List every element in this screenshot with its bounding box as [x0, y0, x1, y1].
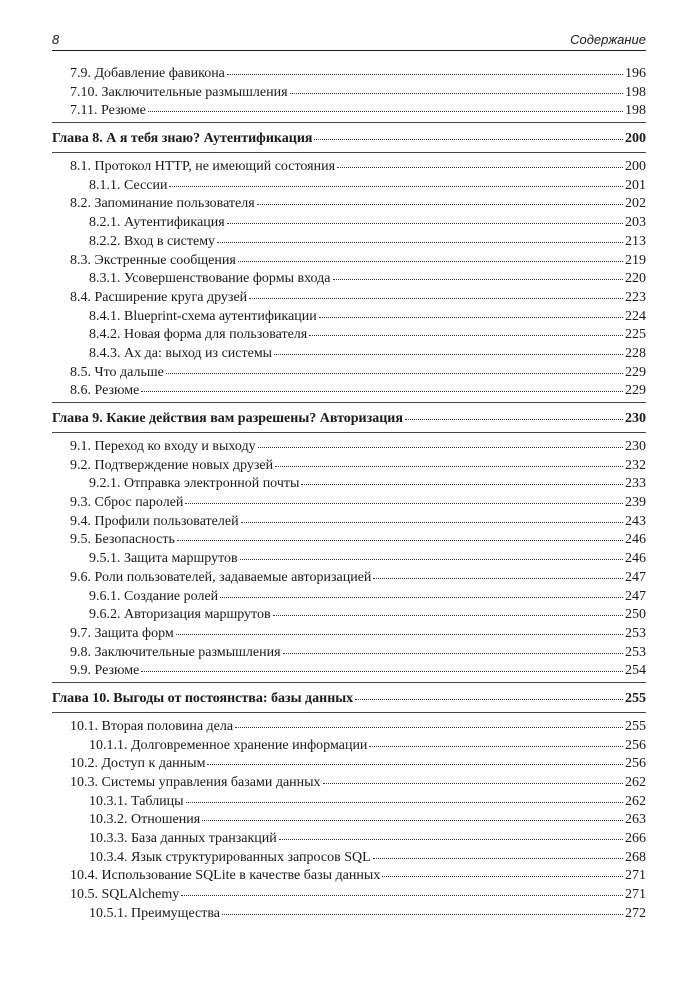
- toc-entry[interactable]: 8.4.1. Blueprint-схема аутентификации 224: [52, 307, 646, 326]
- toc-entry[interactable]: 10.3. Системы управления базами данных 262: [52, 773, 646, 792]
- toc-entry[interactable]: 8.2.2. Вход в систему 213: [52, 232, 646, 251]
- toc-entry[interactable]: 9.5.1. Защита маршрутов 246: [52, 549, 646, 568]
- toc-entry[interactable]: 8.1.1. Сессии 201: [52, 176, 646, 195]
- toc-entry[interactable]: 8.5. Что дальше 229: [52, 363, 646, 382]
- toc-entry[interactable]: 9.6.1. Создание ролей 247: [52, 587, 646, 606]
- toc-entry[interactable]: 10.3.1. Таблицы 262: [52, 792, 646, 811]
- toc-entry[interactable]: 10.3.2. Отношения 263: [52, 810, 646, 829]
- toc-entry[interactable]: 9.5. Безопасность 246: [52, 530, 646, 549]
- running-title: Содержание: [570, 32, 646, 47]
- toc-entry[interactable]: 10.3.3. База данных транзакций 266: [52, 829, 646, 848]
- toc-entry[interactable]: 8.3. Экстренные сообщения 219: [52, 251, 646, 270]
- chapter-heading: [52, 682, 646, 713]
- toc-entry[interactable]: 10.4. Использование SQLite в качестве базы данных 271: [52, 866, 646, 885]
- toc-entry[interactable]: 9.8. Заключительные размышления 253: [52, 643, 646, 662]
- toc-entry[interactable]: 10.3.4. Язык структурированных запросов SQL 268: [52, 848, 646, 867]
- table-of-contents: [52, 64, 646, 923]
- chapter-heading: [52, 122, 646, 153]
- toc-entry[interactable]: 9.2.1. Отправка электронной почты 233: [52, 474, 646, 493]
- toc-entry[interactable]: 8.2. Запоминание пользователя 202: [52, 194, 646, 213]
- toc-entry[interactable]: 9.4. Профили пользователей 243: [52, 512, 646, 531]
- toc-entry[interactable]: 10.5. SQLAlchemy 271: [52, 885, 646, 904]
- chapter-10-title[interactable]: Глава 10. Выгоды от постоянства: базы данных 255: [52, 689, 646, 707]
- toc-entry[interactable]: 8.1. Протокол HTTP, не имеющий состояния 200: [52, 157, 646, 176]
- toc-entry[interactable]: 7.10. Заключительные размышления 198: [52, 83, 646, 102]
- page-header: [52, 30, 646, 51]
- chapter-9-title[interactable]: Глава 9. Какие действия вам разрешены? Авторизация 230: [52, 409, 646, 427]
- toc-entry[interactable]: 10.1. Вторая половина дела 255: [52, 717, 646, 736]
- chapter-heading: [52, 402, 646, 433]
- toc-entry[interactable]: 7.9. Добавление фавикона 196: [52, 64, 646, 83]
- toc-entry[interactable]: 8.3.1. Усовершенствование формы входа 220: [52, 269, 646, 288]
- chapter-8-title[interactable]: Глава 8. А я тебя знаю? Аутентификация 200: [52, 129, 646, 147]
- toc-entry[interactable]: 10.1.1. Долговременное хранение информации 256: [52, 736, 646, 755]
- toc-entry[interactable]: 8.4.3. Ах да: выход из системы 228: [52, 344, 646, 363]
- toc-entry[interactable]: 7.11. Резюме 198: [52, 101, 646, 120]
- toc-entry[interactable]: 8.4. Расширение круга друзей 223: [52, 288, 646, 307]
- toc-entry[interactable]: 9.3. Сброс паролей 239: [52, 493, 646, 512]
- page-number: 8: [52, 32, 60, 47]
- toc-entry[interactable]: 8.4.2. Новая форма для пользователя 225: [52, 325, 646, 344]
- toc-entry[interactable]: 8.6. Резюме 229: [52, 381, 646, 400]
- toc-entry[interactable]: 9.9. Резюме 254: [52, 661, 646, 680]
- toc-entry[interactable]: 9.7. Защита форм 253: [52, 624, 646, 643]
- toc-entry[interactable]: 9.1. Переход ко входу и выходу 230: [52, 437, 646, 456]
- toc-entry[interactable]: 9.6. Роли пользователей, задаваемые авторизацией 247: [52, 568, 646, 587]
- toc-entry[interactable]: 9.2. Подтверждение новых друзей 232: [52, 456, 646, 475]
- toc-entry[interactable]: 8.2.1. Аутентификация 203: [52, 213, 646, 232]
- toc-entry[interactable]: 10.2. Доступ к данным 256: [52, 754, 646, 773]
- toc-entry[interactable]: 10.5.1. Преимущества 272: [52, 904, 646, 923]
- toc-entry[interactable]: 9.6.2. Авторизация маршрутов 250: [52, 605, 646, 624]
